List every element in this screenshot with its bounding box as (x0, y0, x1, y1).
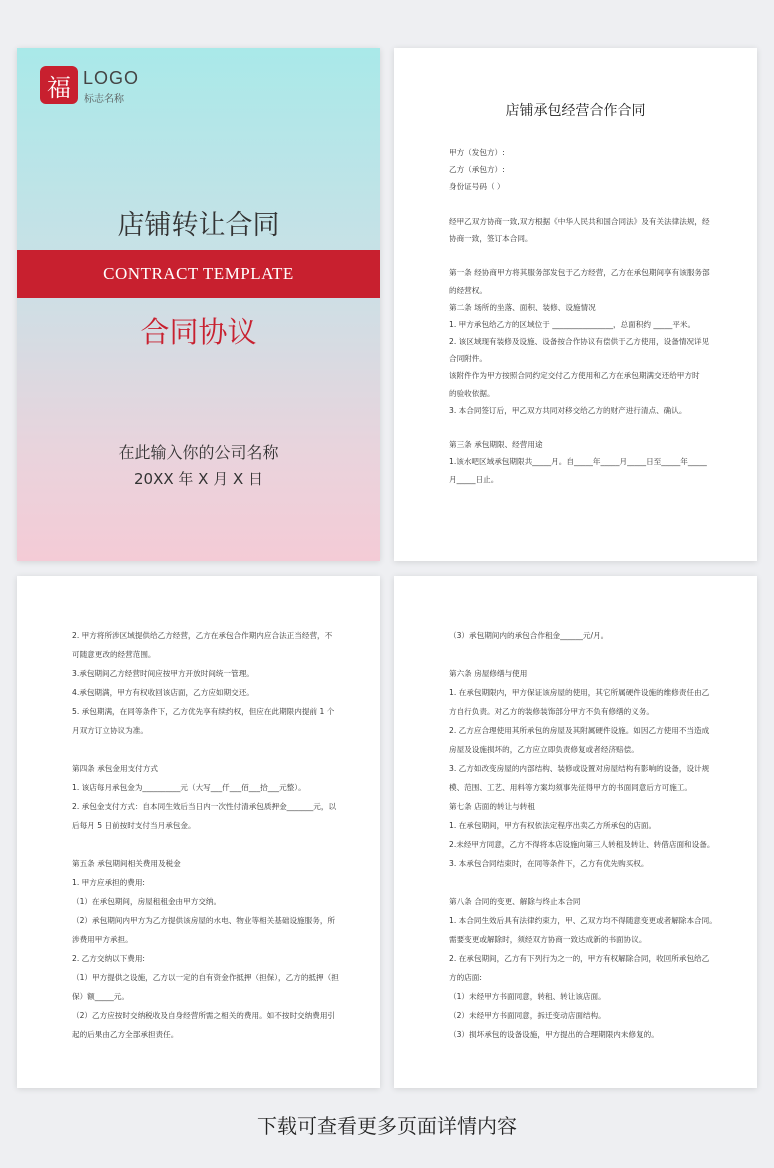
contract-page-3 (394, 576, 757, 1088)
text-line: 合同附件。 (449, 354, 487, 364)
text-line: 2. 乙方交纳以下费用: (72, 954, 145, 963)
text-line: 1. 甲方承包给乙方的区域位于 ________________，总面积约 _____平米。 (449, 319, 696, 329)
text-line: 1. 该店每月承包金为__________元（大写___仟___佰___拾___元整）。 (72, 783, 306, 792)
text-line: 起的后果由乙方全部承担责任。 (72, 1030, 179, 1039)
text-line: 第四条 承包金用支付方式 (72, 764, 158, 773)
text-line: 第三条 承包期限、经营用途 (449, 440, 543, 450)
text-line: 2. 该区域现有装修及设施、设备按合作协议有偿供于乙方使用，设备情况详见 (449, 337, 710, 347)
text-line: 协商一致，签订本合同。 (449, 233, 533, 243)
text-line: 1.该水吧区域承包期限共_____月。自_____年_____月_____日至_____年_____ (449, 457, 707, 467)
text-line: （2）乙方应按时交纳税收及自身经营所需之相关的费用。如不按时交纳费用引 (72, 1011, 336, 1020)
text-line (449, 645, 717, 664)
document-title: 店铺承包经营合作合同 (505, 103, 646, 119)
text-line: 模、范围、工艺、用料等方案均须事先征得甲方的书面同意后方可施工。 (449, 783, 692, 792)
text-line (72, 740, 340, 759)
text-line: 第六条 房屋修缮与使用 (449, 669, 528, 678)
text-line: 第八条 合同的变更、解除与终止本合同 (449, 897, 581, 906)
company-name: 在此输入你的公司名称 (118, 443, 279, 462)
text-line: （3）承包期间内的承包合作租金______元/月。 (449, 631, 609, 640)
text-line: 保）额_____元。 (72, 992, 129, 1001)
text-line: 1. 在承包期限内，甲方保证该房屋的使用，其它所属硬件设施的维修责任由乙 (449, 688, 710, 697)
text-line: 1. 甲方应承担的费用: (72, 878, 145, 887)
text-line: 涉费用甲方承担。 (72, 935, 133, 944)
text-line: 4.承包期满，甲方有权收回该店面，乙方应如期交还。 (72, 688, 254, 697)
text-line: 月双方订立协议为准。 (72, 726, 148, 735)
logo-subtitle: 标志名称 (84, 94, 124, 105)
text-line: 月_____日止。 (449, 474, 499, 484)
text-line: 2. 在承包期间，乙方有下列行为之一的，甲方有权解除合同，收回所承包给乙 (449, 954, 710, 963)
text-line: 2. 乙方应合理使用其所承包的房屋及其附属硬件设施。如因乙方使用不当造成 (449, 726, 710, 735)
text-line: 3. 本承包合同结束时，在同等条件下，乙方有优先购买权。 (449, 859, 649, 868)
text-line: 3. 乙方如改变房屋的内部结构、装修或设置对房屋结构有影响的设备，设计规 (449, 764, 710, 773)
text-line: 身份证号码（ ） (449, 182, 505, 192)
text-line: 后每月 5 日前按时支付当月承包金。 (72, 821, 196, 830)
text-line: 的验收依据。 (449, 388, 495, 398)
text-line: （1）甲方提供之设施，乙方以一定的自有资金作抵押（担保），乙方的抵押（担 (72, 973, 339, 982)
text-line: 房屋及设施损坏的，乙方应立即负责修复或者经济赔偿。 (449, 745, 639, 754)
text-line: （1）未经甲方书面同意，转租、转让该店面。 (449, 992, 606, 1001)
text-line (449, 419, 717, 436)
text-line: （2）未经甲方书面同意，拆迁变动店面结构。 (449, 1011, 606, 1020)
text-line: 2. 甲方将所涉区域提供给乙方经营，乙方在承包合作期内应合法正当经营，不 (72, 631, 333, 640)
text-line: 3.承包期间乙方经营时间应按甲方开放时间统一管理。 (72, 669, 254, 678)
text-line: 3. 本合同签订后，甲乙双方共同对移交给乙方的财产进行清点、确认。 (449, 405, 687, 415)
contract-page-1 (394, 48, 757, 561)
cover-band (17, 250, 380, 298)
text-line (449, 196, 717, 213)
text-line: （2）承包期间内甲方为乙方提供该房屋的水电、物业等相关基础设施服务，所 (72, 916, 336, 925)
page-2-body (72, 626, 340, 1044)
text-line: 方的店面: (449, 973, 482, 982)
text-line: 该附件作为甲方按照合同约定交付乙方使用和乙方在承包期满交还给甲方时 (449, 371, 700, 381)
cover-title: 店铺转让合同 (117, 210, 280, 241)
text-line: （1）在承包期间，房屋租租金由甲方交纳。 (72, 897, 222, 906)
text-line: （3）损坏承包的设备设施，甲方提出的合理期限内未修复的。 (449, 1030, 659, 1039)
footer-caption: 下载可查看更多页面详情内容 (257, 1114, 517, 1138)
text-line: 第五条 承包期间相关费用及税金 (72, 859, 181, 868)
text-line (449, 873, 717, 892)
text-line: 乙方（承包方）: (449, 165, 505, 175)
text-line: 的经营权。 (449, 285, 487, 295)
text-line: 需要变更或解除时，须经双方协商一致达成新的书面协议。 (449, 935, 647, 944)
text-line: 第二条 场所的坐落、面积、装修、设施情况 (449, 302, 596, 312)
text-line: 第一条 经协商甲方将其服务部发包于乙方经营，乙方在承包期间享有该服务部 (449, 268, 710, 278)
text-line (72, 835, 340, 854)
logo-icon (40, 66, 78, 104)
band-text: CONTRACT TEMPLATE (103, 264, 294, 283)
text-line: 方自行负责。对乙方的装修装饰部分甲方不负有修缮的义务。 (449, 707, 655, 716)
cover-page (17, 48, 380, 561)
cover-date: 20XX 年 X 月 X 日 (133, 470, 264, 488)
text-line: 1. 在承包期间，甲方有权依法定程序出卖乙方所承包的店面。 (449, 821, 657, 830)
text-line: 2. 承包金支付方式：自本同生效后当日内一次性付清承包质押金_______元，以 (72, 802, 337, 811)
text-line: 第七条 店面的转让与转租 (449, 802, 535, 811)
text-line: 2.未经甲方同意，乙方不得将本店设施向第三人转租及转让、转借店面和设备。 (449, 840, 715, 849)
cover-subtitle: 合同协议 (140, 315, 257, 349)
text-line: 1. 本合同生效后具有法律约束力，甲、乙双方均不得随意变更或者解除本合同。 (449, 916, 717, 925)
page-1-body (449, 144, 717, 488)
text-line: 经甲乙双方协商一致,双方根据《中华人民共和国合同法》及有关法律法规，经 (449, 216, 710, 226)
text-line (449, 247, 717, 264)
text-line: 5. 承包期满，在同等条件下，乙方优先享有续约权，但应在此期限内提前 1 个 (72, 707, 335, 716)
logo-text: LOGO (83, 68, 140, 88)
page-3-body (449, 626, 717, 1044)
text-line: 可随意更改的经营范围。 (72, 650, 156, 659)
contract-page-2 (17, 576, 380, 1088)
logo-glyph: 福 (47, 73, 71, 102)
text-line: 甲方（发包方）: (449, 148, 505, 157)
